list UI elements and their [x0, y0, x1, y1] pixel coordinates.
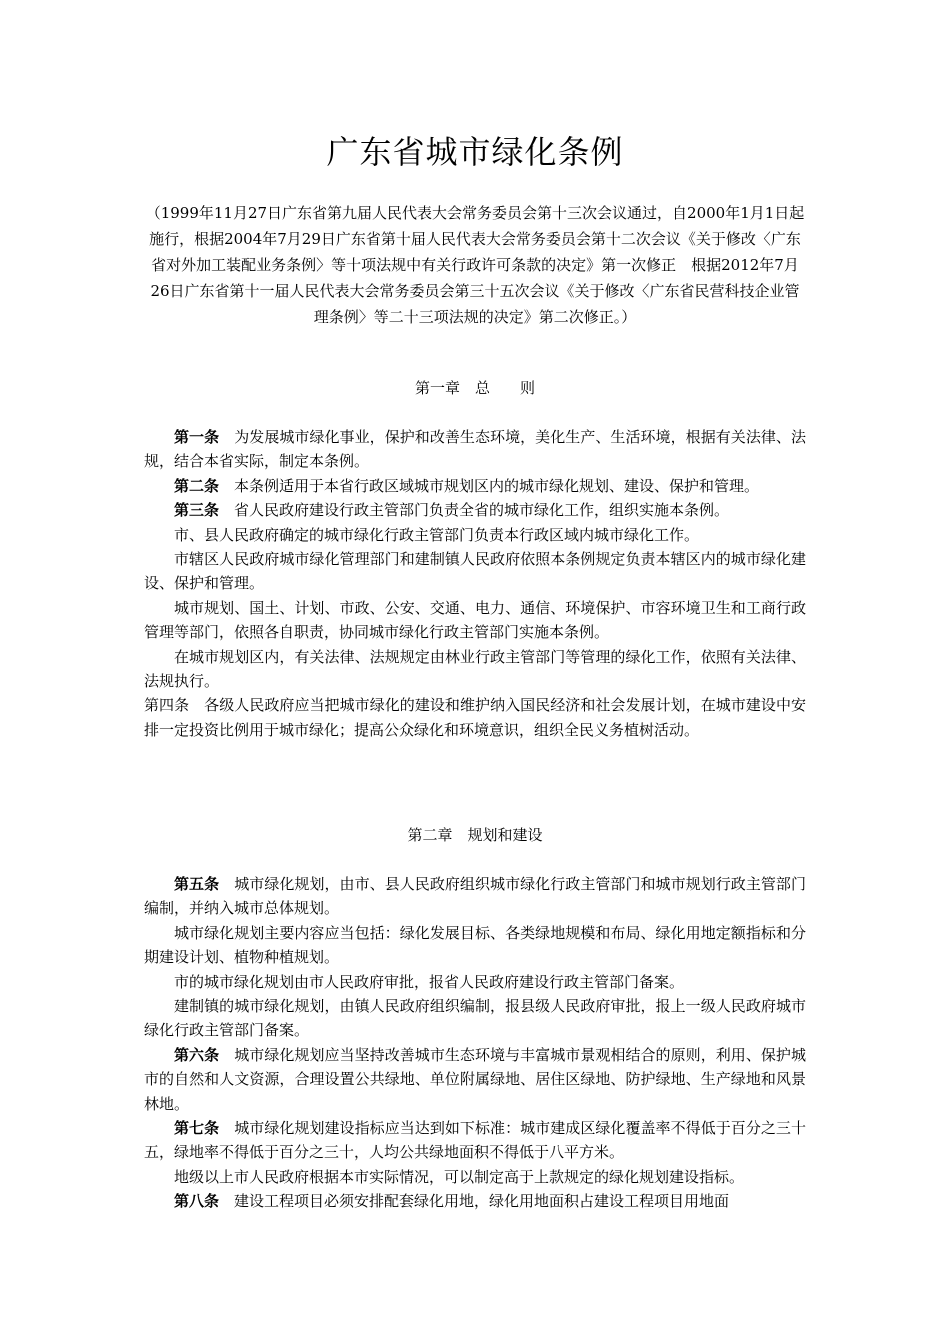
paragraph: 市辖区人民政府城市绿化管理部门和建制镇人民政府依照本条例规定负责本辖区内的城市绿化建设、保护和管理。 [144, 550, 806, 593]
paragraph: 市的城市绿化规划由市人民政府审批，报省人民政府建设行政主管部门备案。 [174, 972, 685, 991]
article-number: 第一条 [174, 428, 220, 446]
paragraph: 市、县人民政府确定的城市绿化行政主管部门负责本行政区域内城市绿化工作。 [174, 525, 700, 544]
article-number: 第八条 [174, 1192, 220, 1211]
article-number: 第三条 [174, 501, 220, 520]
article-number: 第七条 [174, 1119, 220, 1138]
article-number: 第六条 [174, 1045, 220, 1064]
chapter-1-heading: 第一章 总 则 [414, 379, 535, 397]
chapter-2-body [144, 872, 806, 1214]
article-text: 城市绿化规划，由市、县人民政府组织城市绿化行政主管部门和城市规划行政主管部门编制，并纳入城市总体规划。 [144, 875, 806, 918]
article-1 [144, 425, 806, 474]
article-text: 省人民政府建设行政主管部门负责全省的城市绿化工作，组织实施本条例。 [234, 501, 730, 520]
article-3 [144, 498, 806, 522]
chapter-1-body [144, 425, 806, 742]
chapter-2-heading: 第二章 规划和建设 [407, 826, 543, 844]
article-text: 建设工程项目必须安排配套绿化用地，绿化用地面积占建设工程项目用地面 [234, 1192, 730, 1211]
paragraph: 建制镇的城市绿化规划，由镇人民政府组织编制，报县级人民政府审批，报上一级人民政府城市绿化行政主管部门备案。 [144, 997, 806, 1040]
article-2 [144, 474, 806, 498]
paragraph: 城市绿化规划主要内容应当包括：绿化发展目标、各类绿地规模和布局、绿化用地定额指标和分期建设计划、植物种植规划。 [144, 923, 806, 967]
paragraph: 城市规划、国土、计划、市政、公安、交通、电力、通信、环境保护、市容环境卫生和工商行政管理等部门，依照各自职责，协同城市绿化行政主管部门实施本条例。 [144, 598, 806, 642]
article-8 [144, 1189, 806, 1213]
article-4: 第四条 各级人民政府应当把城市绿化的建设和维护纳入国民经济和社会发展计划，在城市建设中安排一定投资比例用于城市绿化；提高公众绿化和环境意识，组织全民义务植树活动。 [144, 696, 806, 739]
paragraph: 在城市规划区内，有关法律、法规规定由林业行政主管部门等管理的绿化工作，依照有关法律、法规执行。 [144, 647, 806, 691]
article-text: 本条例适用于本省行政区域城市规划区内的城市绿化规划、建设、保护和管理。 [234, 476, 760, 495]
document-title: 广东省城市绿化条例 [326, 133, 624, 171]
article-5 [144, 872, 806, 921]
article-text: 城市绿化规划建设指标应当达到如下标准：城市建成区绿化覆盖率不得低于百分之三十五，绿地率不得低于百分之三十，人均公共绿地面积不得低于八平方米。 [144, 1119, 806, 1162]
article-7 [144, 1116, 806, 1165]
article-number: 第二条 [174, 476, 220, 495]
preamble-note: （1999年11月27日广东省第九届人民代表大会常务委员会第十三次会议通过，自2000年1月1日起施行，根据2004年7月29日广东省第十届人民代表大会常务委员会第十二次会议《关于修改〈广东省对外加工装配业务条例〉等十项法规中有关行政许可条款的决定》第一次修正 根据2012年7月26日广东省第十一届人民代表大会常务委员会第三十五次会议《关于修改〈广东省民营科技企业管理条例〉等二十三项法规的决定》第二次修正。） [145, 204, 805, 326]
article-text: 城市绿化规划应当坚持改善城市生态环境与丰富城市景观相结合的原则，利用、保护城市的自然和人文资源，合理设置公共绿地、单位附属绿地、居住区绿地、防护绿地、生产绿地和风景林地。 [144, 1045, 806, 1113]
article-number: 第五条 [174, 875, 220, 893]
article-text: 为发展城市绿化事业，保护和改善生态环境，美化生产、生活环境，根据有关法律、法规，结合本省实际，制定本条例。 [144, 428, 806, 471]
article-6 [144, 1043, 806, 1116]
paragraph: 地级以上市人民政府根据本市实际情况，可以制定高于上款规定的绿化规划建设指标。 [174, 1167, 745, 1186]
